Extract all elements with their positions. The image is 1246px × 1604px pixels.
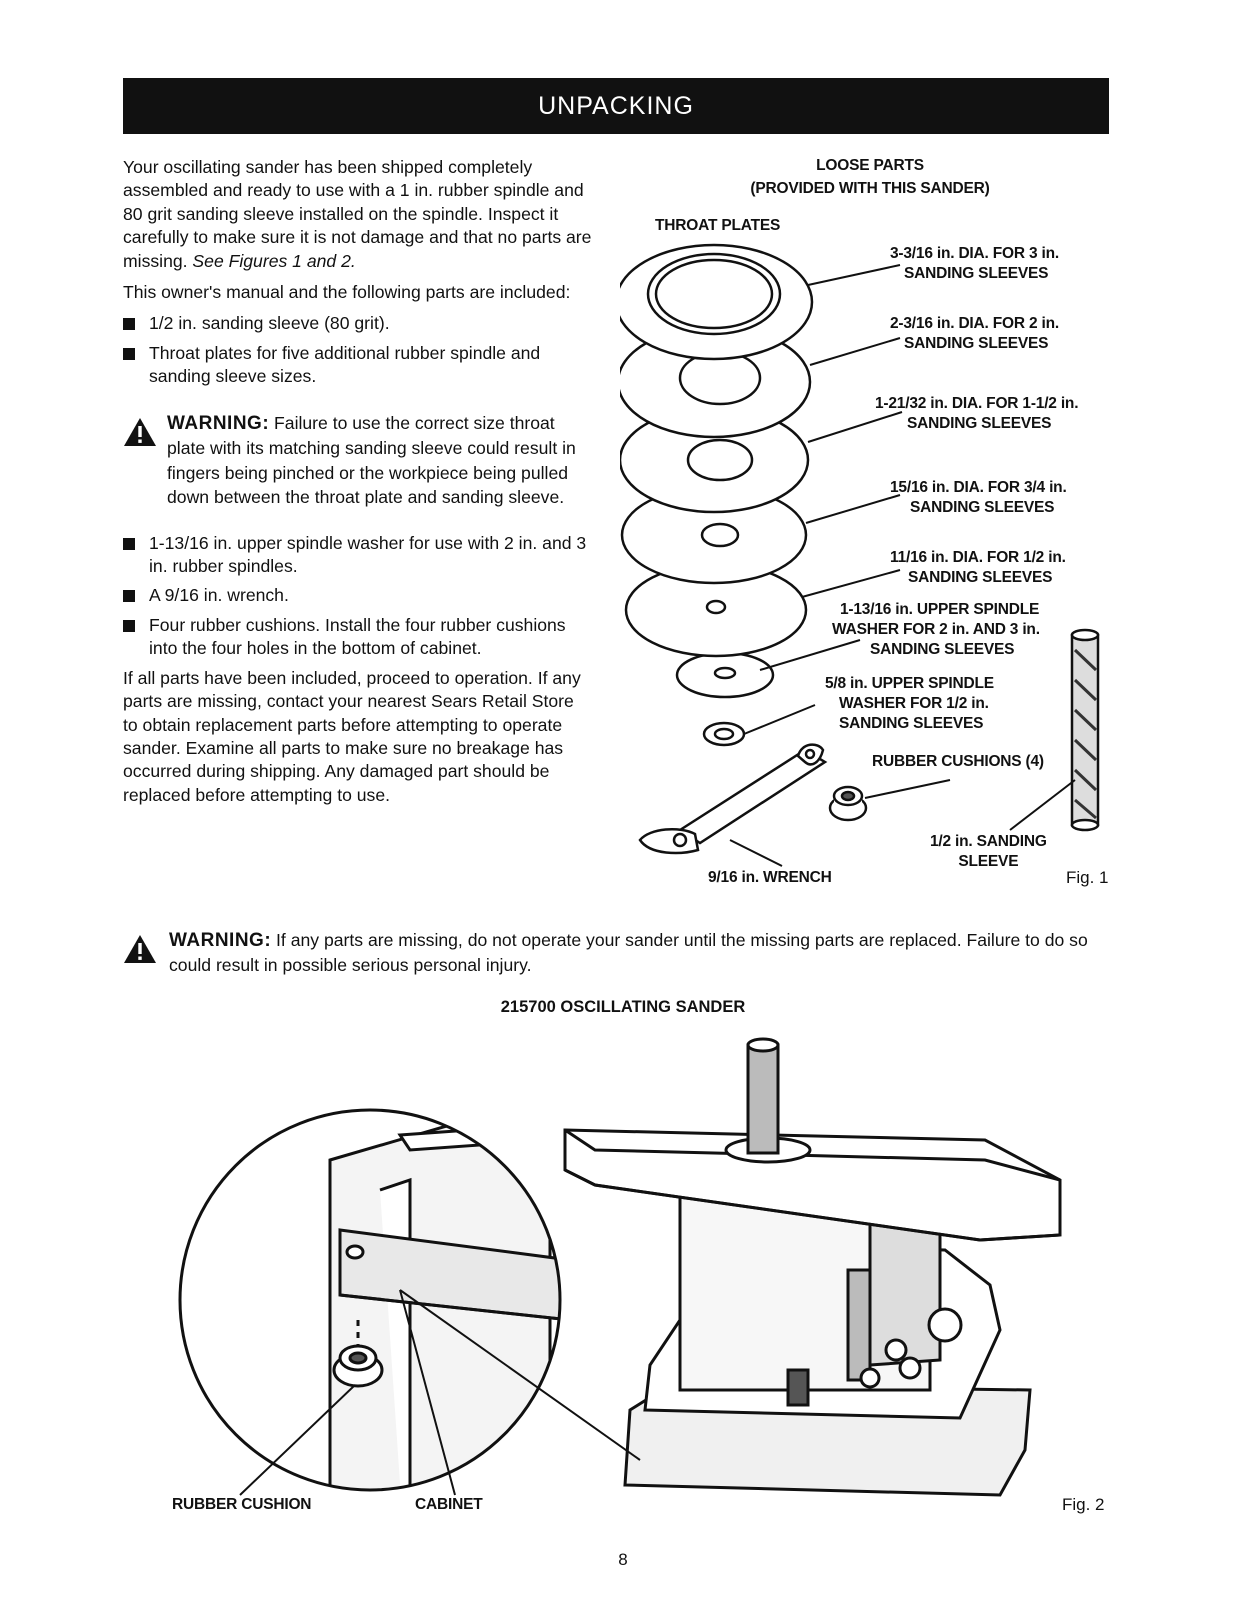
callout-label: 15/16 in. DIA. FOR 3/4 in. SANDING SLEEVES	[890, 479, 1067, 516]
bullet-square	[123, 538, 135, 550]
warning-text: If any parts are missing, do not operate your sander until the missing parts are replaced. Failure to do so could result in possible serious personal injury.	[169, 930, 1088, 975]
rubber-cushions-label: RUBBER CUSHIONS (4)	[872, 753, 1044, 770]
upper-washer-label: 1-13/16 in. UPPER SPINDLE WASHER FOR 2 in. AND 3 in. SANDING SLEEVES	[832, 601, 1040, 658]
warning-triangle-icon	[123, 417, 157, 447]
rubber-cushion-label: RUBBER CUSHION	[172, 1496, 312, 1513]
bullet-square	[123, 348, 135, 360]
warning-box	[123, 411, 593, 510]
callout-label: 1-21/32 in. DIA. FOR 1-1/2 in. SANDING SLEEVES	[875, 395, 1079, 432]
sleeve-label: 1/2 in. SANDING SLEEVE	[930, 833, 1047, 870]
warning-triangle-icon	[123, 934, 157, 964]
wrench-illustration	[640, 745, 825, 853]
small-washer-label: 5/8 in. UPPER SPINDLE WASHER FOR 1/2 in. SANDING SLEEVES	[825, 675, 994, 732]
warning-text: Failure to use the correct size throat plate with its matching sanding sleeve could result in fingers being pinched or the workpiece being pulled down between the throat plate and sanding sleeve.	[167, 412, 576, 508]
figure-1-loose-parts	[620, 150, 1120, 900]
oscillating-sander-illustration	[150, 1030, 1120, 1530]
figure-reference: See Figures 1 and 2.	[192, 250, 356, 271]
wrench-label: 9/16 in. WRENCH	[708, 869, 832, 886]
closing-paragraph: If all parts have been included, proceed to operation. If any parts are missing, contact your nearest Sears Retail Store to obtain replacement parts before attempting to operate sander. Examine all parts to make sure no breakage has occurred during shipping. Any damaged part should be replaced before attempting to use.	[123, 667, 581, 805]
rubber-cushion-illustration	[830, 787, 866, 820]
list-item: Four rubber cushions. Install the four rubber cushions into the four holes in the bottom of cabinet.	[123, 614, 593, 661]
sanding-sleeve-illustration	[1072, 630, 1098, 830]
figure-2-sander	[150, 1030, 1120, 1530]
warning-label: WARNING:	[169, 930, 272, 951]
bullet-square	[123, 590, 135, 602]
callout-label: 3-3/16 in. DIA. FOR 3 in. SANDING SLEEVES	[890, 245, 1059, 282]
warning-label: WARNING:	[167, 412, 270, 434]
callout-label: 2-3/16 in. DIA. FOR 2 in. SANDING SLEEVES	[890, 315, 1059, 352]
list-item: 1-13/16 in. upper spindle washer for use with 2 in. and 3 in. rubber spindles.	[123, 532, 593, 579]
figure-2-label: Fig. 2	[1062, 1495, 1105, 1514]
sander-body	[565, 1039, 1060, 1495]
loose-parts-heading: LOOSE PARTS	[816, 157, 924, 174]
loose-parts-subheading: (PROVIDED WITH THIS SANDER)	[750, 180, 990, 197]
cabinet-label: CABINET	[415, 1496, 483, 1513]
included-paragraph: This owner's manual and the following parts are included:	[123, 282, 571, 303]
missing-parts-warning	[123, 928, 1113, 977]
callout-label: 11/16 in. DIA. FOR 1/2 in. SANDING SLEEVES	[890, 549, 1066, 586]
bullet-square	[123, 620, 135, 632]
list-item: 1/2 in. sanding sleeve (80 grit).	[123, 312, 593, 335]
throat-plates-label: THROAT PLATES	[655, 217, 781, 234]
cabinet-detail	[330, 1125, 570, 1530]
list-item: Throat plates for five additional rubber spindle and sanding sleeve sizes.	[123, 342, 593, 389]
figure-1-label: Fig. 1	[1066, 868, 1109, 887]
intro-paragraph: Your oscillating sander has been shipped completely assembled and ready to use with a 1 in. rubber spindle and 80 grit sanding sleeve installed on the spindle. Inspect it carefully to make sure it is not damage and that no parts are missing. See Figures 1 and 2.	[123, 157, 592, 271]
page-title-banner: UNPACKING	[123, 78, 1109, 134]
page-number: 8	[618, 1550, 628, 1569]
figure-2-title: 215700 OSCILLATING SANDER	[500, 998, 746, 1016]
list-item: A 9/16 in. wrench.	[123, 584, 593, 607]
bullet-square	[123, 318, 135, 330]
left-column	[123, 156, 593, 815]
